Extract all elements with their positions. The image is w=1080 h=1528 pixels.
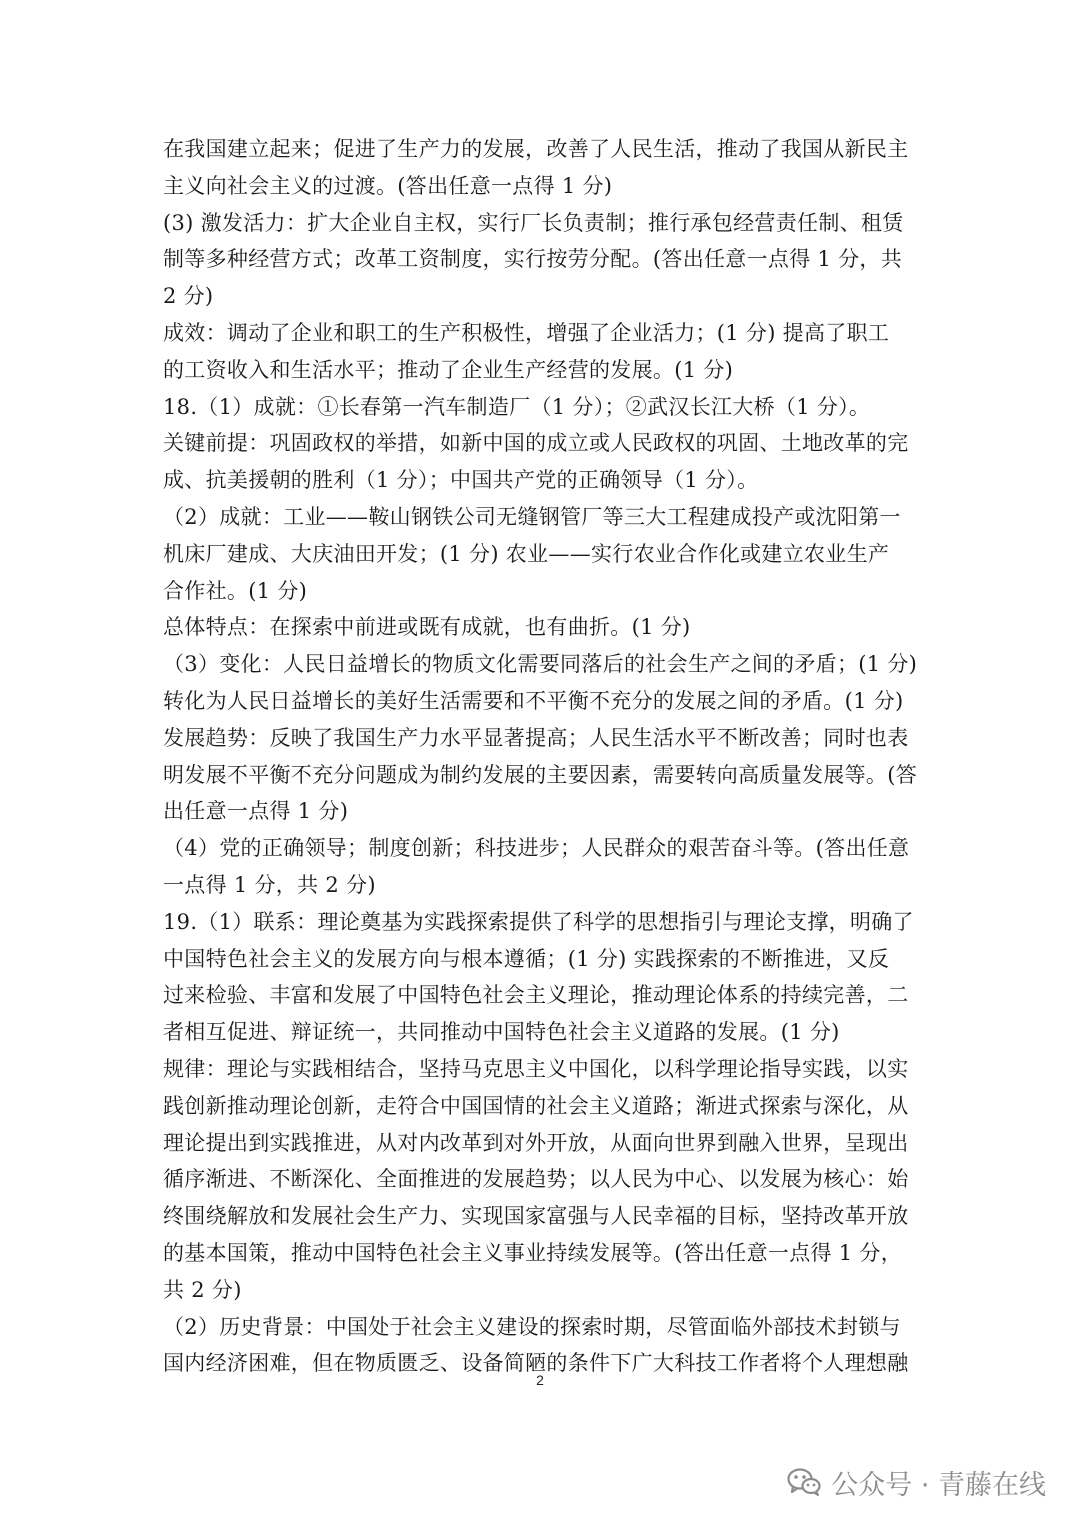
watermark xyxy=(787,1462,1046,1502)
page-number: 2 xyxy=(536,1372,544,1388)
watermark-text: 公众号 · 青藤在线 xyxy=(831,1469,1046,1501)
text-line: （4）党的正确领导；制度创新；科技进步；人民群众的艰苦奋斗等。(答出任意 xyxy=(163,836,910,861)
text-line: 终围绕解放和发展社会生产力、实现国家富强与人民幸福的目标，坚持改革开放 xyxy=(163,1204,909,1229)
text-line: 国内经济困难，但在物质匮乏、设备简陋的条件下广大科技工作者将个人理想融 xyxy=(163,1351,909,1376)
text-line: 转化为人民日益增长的美好生活需要和不平衡不充分的发展之间的矛盾。(1 分) xyxy=(163,688,904,713)
text-line: (3) 激发活力：扩大企业自主权，实行厂长负责制；推行承包经营责任制、租赁 xyxy=(163,210,904,235)
text-line: 2 分) xyxy=(163,284,214,309)
text-line: 规律：理论与实践相结合，坚持马克思主义中国化，以科学理论指导实践，以实 xyxy=(163,1056,909,1081)
text-line: 关键前提：巩固政权的举措，如新中国的成立或人民政权的巩固、土地改革的完 xyxy=(163,431,909,456)
text-line: 的工资收入和生活水平；推动了企业生产经营的发展。(1 分) xyxy=(163,357,734,382)
text-line: 成效：调动了企业和职工的生产积极性，增强了企业活力；(1 分) 提高了职工 xyxy=(163,320,890,345)
text-line: 19.（1）联系：理论奠基为实践探索提供了科学的思想指引与理论支撑，明确了 xyxy=(163,909,914,934)
text-line: 合作社。(1 分) xyxy=(163,578,308,603)
text-line: 过来检验、丰富和发展了中国特色社会主义理论，推动理论体系的持续完善，二 xyxy=(163,983,909,1008)
text-line: 成、抗美援朝的胜利（1 分）；中国共产党的正确领导（1 分）。 xyxy=(163,468,759,493)
text-line: 主义向社会主义的过渡。(答出任意一点得 1 分) xyxy=(163,173,613,198)
text-line: 18.（1）成就：①长春第一汽车制造厂（1 分）；②武汉长江大桥（1 分）。 xyxy=(163,394,871,419)
text-line: （2）历史背景：中国处于社会主义建设的探索时期，尽管面临外部技术封锁与 xyxy=(163,1314,901,1339)
text-line: 机床厂建成、大庆油田开发；(1 分) 农业——实行农业合作化或建立农业生产 xyxy=(163,541,890,566)
text-line: 总体特点：在探索中前进或既有成就，也有曲折。(1 分) xyxy=(163,615,691,640)
text-line: 出任意一点得 1 分) xyxy=(163,799,349,824)
text-line: 制等多种经营方式；改革工资制度，实行按劳分配。(答出任意一点得 1 分，共 xyxy=(163,247,903,272)
text-line: 者相互促进、辩证统一，共同推动中国特色社会主义道路的发展。(1 分) xyxy=(163,1020,840,1045)
text-line: 共 2 分) xyxy=(163,1277,242,1302)
text-line: 的基本国策，推动中国特色社会主义事业持续发展等。(答出任意一点得 1 分， xyxy=(163,1240,903,1265)
text-line: （3）变化：人民日益增长的物质文化需要同落后的社会生产之间的矛盾；(1 分) xyxy=(163,652,918,677)
text-line: 发展趋势：反映了我国生产力水平显著提高；人民生活水平不断改善；同时也表 xyxy=(163,725,909,750)
text-line: 一点得 1 分，共 2 分) xyxy=(163,872,376,897)
text-line: 循序渐进、不断深化、全面推进的发展趋势；以人民为中心、以发展为核心：始 xyxy=(163,1167,909,1192)
text-line: 明发展不平衡不充分问题成为制约发展的主要因素，需要转向高质量发展等。(答 xyxy=(163,762,917,787)
text-line: 在我国建立起来；促进了生产力的发展，改善了人民生活，推动了我国从新民主 xyxy=(163,137,909,161)
text-line: 践创新推动理论创新，走符合中国国情的社会主义道路；渐进式探索与深化，从 xyxy=(163,1093,909,1118)
text-line: 理论提出到实践推进，从对内改革到对外开放，从面向世界到融入世界，呈现出 xyxy=(163,1130,909,1155)
wechat-icon xyxy=(787,1467,821,1497)
answer-text-block xyxy=(163,131,923,1382)
text-line: 中国特色社会主义的发展方向与根本遵循；(1 分) 实践探索的不断推进，又反 xyxy=(163,946,890,971)
text-line: （2）成就：工业——鞍山钢铁公司无缝钢管厂等三大工程建成投产或沈阳第一 xyxy=(163,504,901,529)
